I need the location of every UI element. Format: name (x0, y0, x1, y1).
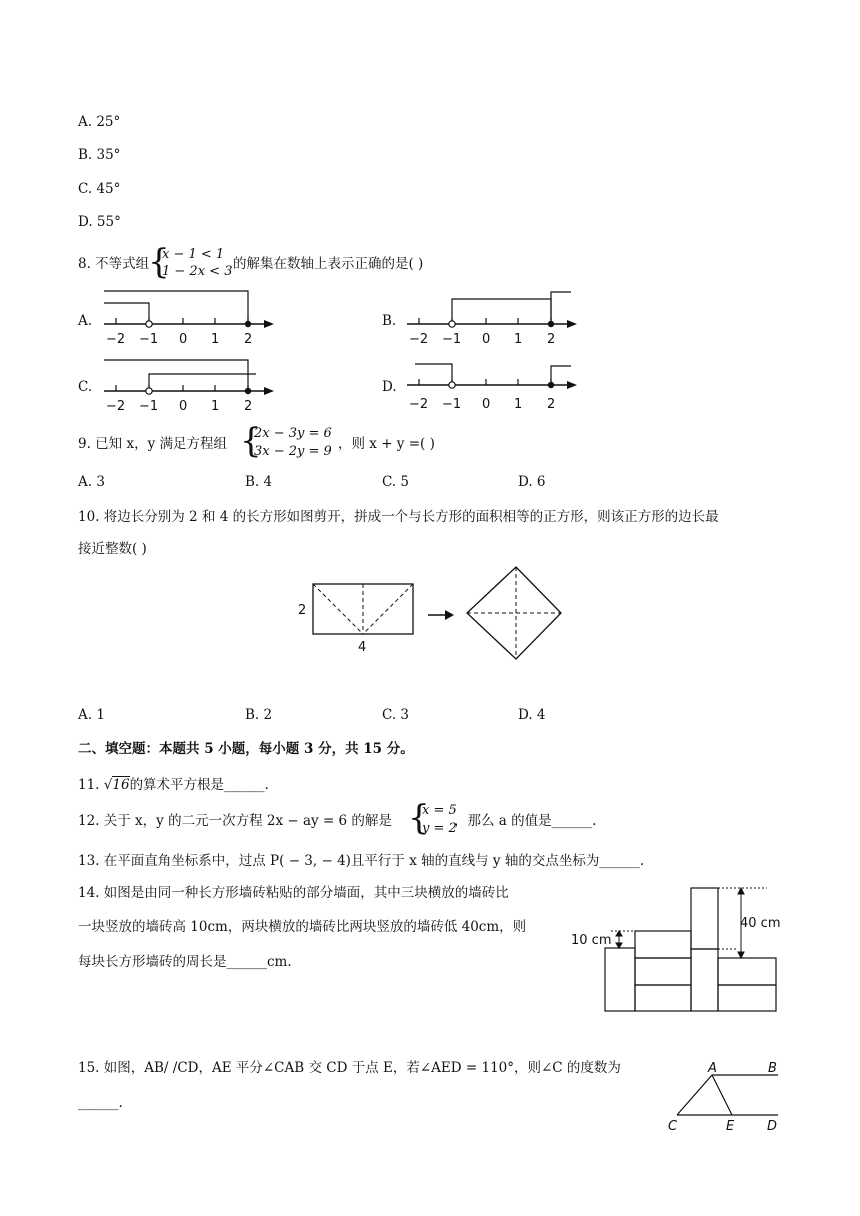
point-E: E (726, 1119, 735, 1134)
q8-numberline-b (401, 285, 581, 347)
q10-option-d: D. 4 (518, 707, 546, 723)
tick-label: 0 (179, 332, 188, 347)
q10-side-label: 2 (298, 603, 307, 618)
q13-question: 13. 在平面直角坐标系中，过点 P( − 3, − 4)且平行于 x 轴的直线与 y 轴的交点坐标为______. (78, 853, 645, 869)
q7-option-b: B. 35° (78, 147, 121, 163)
q14-label-10cm: 10 cm (571, 933, 612, 948)
tick-label: 0 (482, 397, 491, 412)
tick-label: 1 (514, 397, 523, 412)
tick-label: −1 (442, 332, 462, 347)
tick-label: −2 (409, 397, 429, 412)
q8-option-c-label: C. (78, 379, 93, 395)
q9-brace: { (240, 421, 262, 461)
q10-question-line1: 10. 将边长分别为 2 和 4 的长方形如图剪开，拼成一个与长方形的面积相等的正方形，则该正方形的边长最 (78, 509, 719, 525)
q12-solution-x: x = 5 (422, 803, 457, 818)
q12-brace: { (408, 798, 430, 838)
tick-label: −1 (139, 399, 159, 414)
q11-radicand: 16 (112, 777, 130, 793)
q10-bottom-label: 4 (358, 640, 367, 655)
q8-option-b-label: B. (382, 313, 397, 329)
q8-option-d-label: D. (382, 379, 397, 395)
q11-question (78, 776, 269, 794)
q10-option-a: A. 1 (78, 707, 105, 723)
q11-number: 11. (78, 777, 104, 793)
tick-label: 0 (179, 399, 188, 414)
q8-ineq-2: 1 − 2x < 3 (162, 264, 233, 279)
tick-label: −2 (106, 399, 126, 414)
tick-label: −1 (139, 332, 159, 347)
tick-label: 2 (244, 399, 253, 414)
q12-solution-y: y = 2 (422, 821, 457, 836)
tick-label: 0 (482, 332, 491, 347)
q9-option-a: A. 3 (78, 474, 105, 490)
tick-label: 2 (547, 332, 556, 347)
q14-label-40cm: 40 cm (740, 916, 781, 931)
q14-question-line1: 14. 如图是由同一种长方形墙砖粘贴的部分墙面，其中三块横放的墙砖比 (78, 885, 509, 901)
q15-figure (660, 1058, 785, 1136)
q8-numberline-c (98, 352, 278, 414)
tick-label: 2 (547, 397, 556, 412)
tick-label: −1 (442, 397, 462, 412)
point-C: C (668, 1119, 678, 1134)
q8-numberline-d (401, 352, 581, 414)
point-D: D (767, 1119, 778, 1134)
tick-label: 1 (514, 332, 523, 347)
q8-numberline-a (98, 285, 278, 347)
q14-wall-figure (565, 880, 795, 1020)
q7-option-d: D. 55° (78, 214, 121, 230)
q14-question-line2: 一块竖放的墙砖高 10cm，两块横放的墙砖比两块竖放的墙砖低 40cm，则 (78, 919, 527, 935)
tick-label: −2 (409, 332, 429, 347)
tick-label: 2 (244, 332, 253, 347)
q12-question-tail: ，那么 a 的值是______. (454, 813, 597, 829)
q7-option-c: C. 45° (78, 181, 121, 197)
q10-question-line2: 接近整数( ) (78, 541, 147, 557)
q7-option-a: A. 25° (78, 114, 121, 130)
q15-question-line2: ______. (78, 1095, 123, 1111)
q9-equation-2: 3x − 2y = 9 (254, 444, 332, 459)
q8-number: 8. 不等式组 (78, 256, 150, 272)
q11-text: 的算术平方根是______. (129, 777, 269, 793)
q15-question-line1: 15. 如图，AB/ /CD，AE 平分∠CAB 交 CD 于点 E，若∠AED = 110°，则∠C 的度数为 (78, 1060, 621, 1076)
q10-option-c: C. 3 (382, 707, 410, 723)
section-2-heading: 二、填空题：本题共 5 小题，每小题 3 分，共 15 分。 (78, 741, 414, 757)
q10-figure (290, 563, 590, 663)
point-A: A (708, 1061, 717, 1076)
q8-option-a-label: A. (78, 313, 93, 329)
q9-question-tail: ，则 x + y =( ) (338, 436, 435, 452)
q9-equation-1: 2x − 3y = 6 (254, 426, 332, 441)
q9-option-d: D. 6 (518, 474, 546, 490)
sqrt-sign: √ (103, 777, 113, 793)
q8-question-tail: 的解集在数轴上表示正确的是( ) (233, 256, 424, 272)
tick-label: 1 (211, 399, 220, 414)
q12-question-head: 12. 关于 x，y 的二元一次方程 2x − ay = 6 的解是 (78, 813, 392, 829)
q9-question-head: 9. 已知 x，y 满足方程组 (78, 436, 227, 452)
q10-option-b: B. 2 (245, 707, 273, 723)
q9-option-c: C. 5 (382, 474, 410, 490)
q9-option-b: B. 4 (245, 474, 273, 490)
point-B: B (768, 1061, 777, 1076)
tick-label: 1 (211, 332, 220, 347)
q8-ineq-1: x − 1 < 1 (162, 247, 225, 262)
tick-label: −2 (106, 332, 126, 347)
q14-question-line3: 每块长方形墙砖的周长是______cm. (78, 954, 292, 970)
q8-brace: { (148, 242, 170, 282)
